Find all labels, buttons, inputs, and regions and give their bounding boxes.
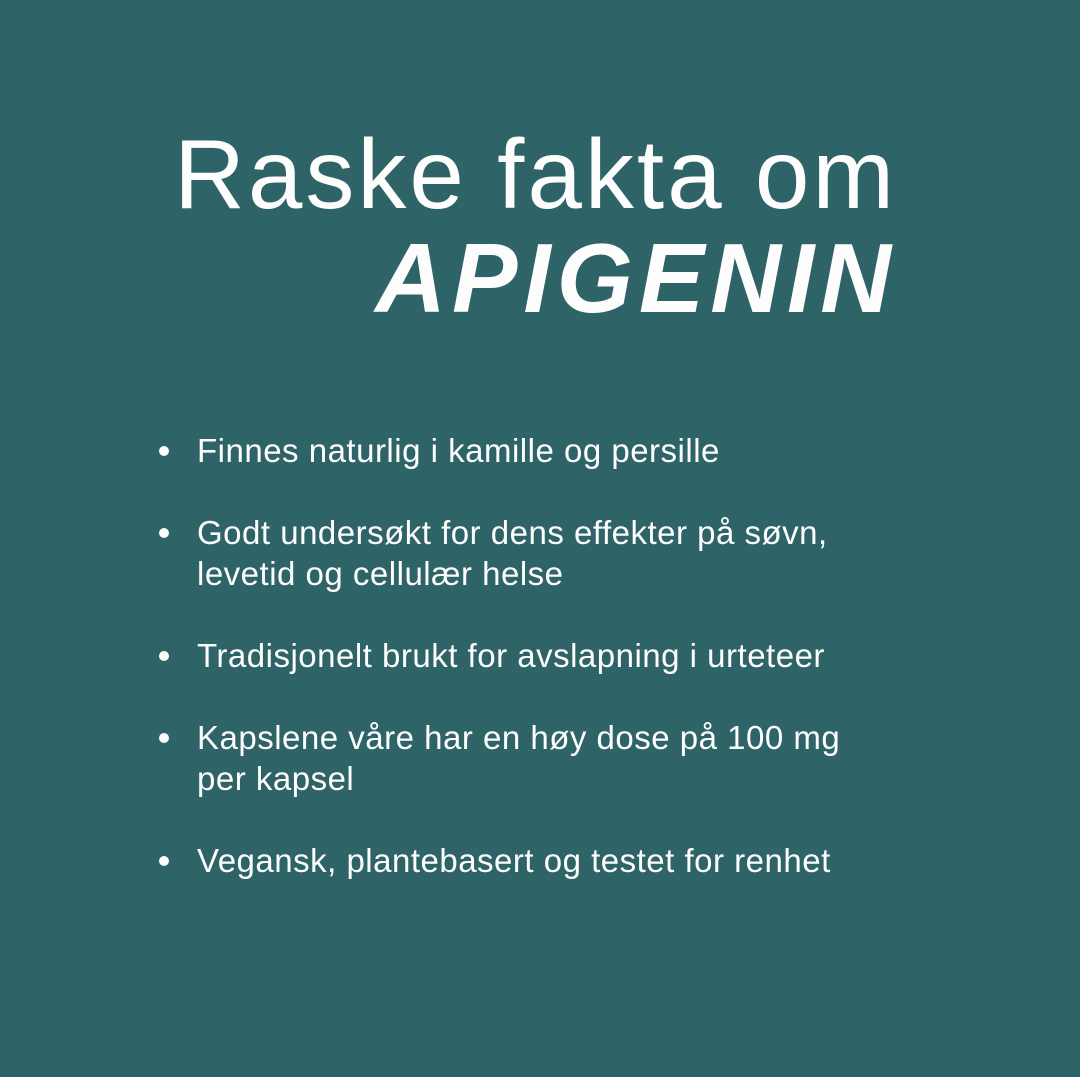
fact-list — [159, 430, 1009, 922]
fact-line: Tradisjonelt brukt for avslapning i urteteer — [197, 637, 825, 674]
fact-line: Vegansk, plantebasert og testet for renhet — [197, 842, 831, 879]
list-item — [159, 717, 1009, 799]
bullet-dot-icon — [159, 856, 169, 866]
fact-text — [197, 430, 720, 471]
list-item — [159, 635, 1009, 676]
list-item — [159, 840, 1009, 881]
bullet-dot-icon — [159, 446, 169, 456]
fact-text — [197, 840, 831, 881]
bullet-dot-icon — [159, 651, 169, 661]
list-item — [159, 512, 1009, 594]
title-line-2-apigenin: APIGENIN — [375, 223, 897, 333]
fact-line: levetid og cellulær helse — [197, 555, 564, 592]
fact-line: Finnes naturlig i kamille og persille — [197, 432, 720, 469]
list-item — [159, 430, 1009, 471]
bullet-dot-icon — [159, 528, 169, 538]
fact-text — [197, 512, 828, 594]
page-title — [174, 119, 897, 333]
fact-text — [197, 635, 825, 676]
bullet-dot-icon — [159, 733, 169, 743]
title-line-1: Raske fakta om — [174, 119, 897, 229]
fact-line: Godt undersøkt for dens effekter på søvn, — [197, 514, 828, 551]
fact-line: per kapsel — [197, 760, 355, 797]
fact-text — [197, 717, 840, 799]
fact-line: Kapslene våre har en høy dose på 100 mg — [197, 719, 841, 756]
